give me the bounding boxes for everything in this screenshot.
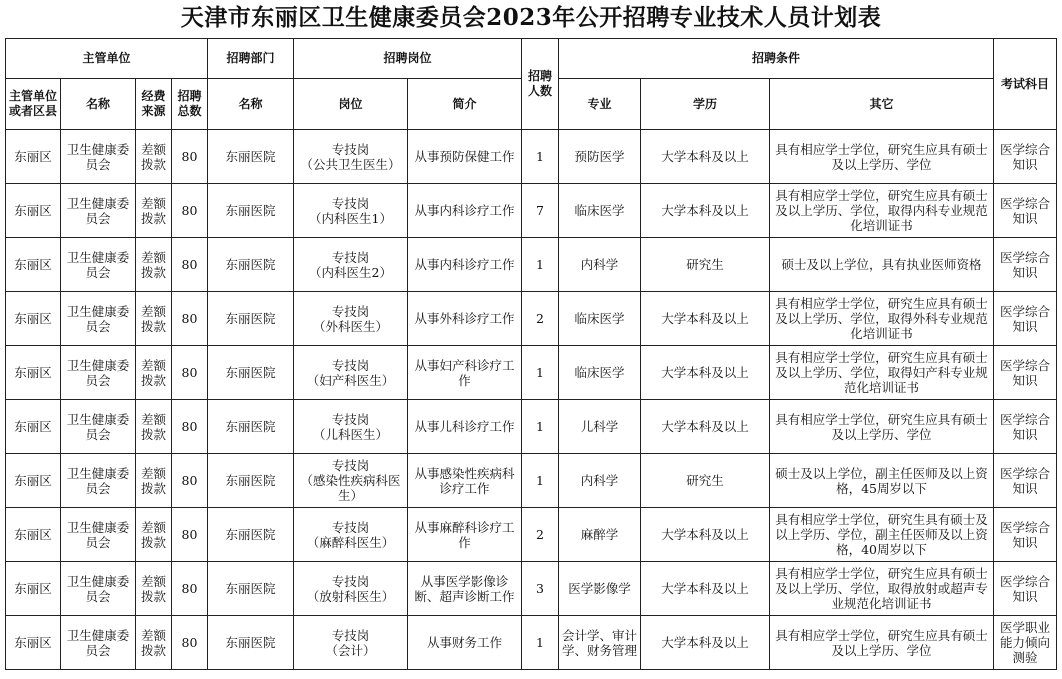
cell-total: 80 [172, 562, 208, 616]
cell-hire-count: 1 [522, 130, 559, 184]
table-row [6, 508, 1057, 562]
cell-total: 80 [172, 292, 208, 346]
cell-district: 东丽区 [6, 130, 61, 184]
cell-intro: 从事外科诊疗工作 [408, 292, 522, 346]
cell-district: 东丽区 [6, 400, 61, 454]
header-intro: 简介 [408, 79, 522, 130]
cell-unit-name: 卫生健康委员会 [61, 184, 136, 238]
cell-unit-name: 卫生健康委员会 [61, 238, 136, 292]
cell-funding: 差额拨款 [136, 508, 172, 562]
cell-post: 专技岗 （放射科医生） [294, 562, 408, 616]
cell-major: 内科学 [559, 454, 641, 508]
cell-other: 具有相应学士学位，研究生具有硕士及以上学历、学位，副主任医师及以上资格，40周岁以下 [770, 508, 994, 562]
cell-total: 80 [172, 400, 208, 454]
cell-post: 专技岗 （麻醉科医生） [294, 508, 408, 562]
cell-total: 80 [172, 454, 208, 508]
cell-dept: 东丽医院 [208, 292, 294, 346]
cell-dept: 东丽医院 [208, 184, 294, 238]
cell-education: 大学本科及以上 [641, 562, 770, 616]
cell-education: 研究生 [641, 238, 770, 292]
recruitment-plan-table [5, 38, 1057, 670]
header-dept-group: 招聘部门 [208, 39, 294, 79]
table-row [6, 184, 1057, 238]
cell-funding: 差额拨款 [136, 346, 172, 400]
cell-post: 专技岗 （会计） [294, 616, 408, 670]
cell-other: 具有相应学士学位，研究生应具有硕士及以上学历、学位 [770, 400, 994, 454]
cell-total: 80 [172, 508, 208, 562]
cell-hire-count: 1 [522, 454, 559, 508]
cell-total: 80 [172, 346, 208, 400]
cell-major: 预防医学 [559, 130, 641, 184]
cell-funding: 差额拨款 [136, 616, 172, 670]
cell-district: 东丽区 [6, 508, 61, 562]
cell-intro: 从事内科诊疗工作 [408, 184, 522, 238]
cell-hire-count: 7 [522, 184, 559, 238]
cell-funding: 差额拨款 [136, 400, 172, 454]
cell-exam: 医学综合知识 [994, 184, 1057, 238]
cell-unit-name: 卫生健康委员会 [61, 346, 136, 400]
cell-other: 具有相应学士学位，研究生应具有硕士及以上学历、学位 [770, 616, 994, 670]
cell-district: 东丽区 [6, 292, 61, 346]
cell-education: 大学本科及以上 [641, 400, 770, 454]
cell-major: 临床医学 [559, 292, 641, 346]
cell-intro: 从事儿科诊疗工作 [408, 400, 522, 454]
cell-hire-count: 3 [522, 562, 559, 616]
cell-post: 专技岗 （外科医生） [294, 292, 408, 346]
cell-intro: 从事财务工作 [408, 616, 522, 670]
cell-post: 专技岗 （妇产科医生） [294, 346, 408, 400]
header-conditions-group: 招聘条件 [559, 39, 994, 79]
table-row [6, 616, 1057, 670]
cell-exam: 医学综合知识 [994, 562, 1057, 616]
header-total: 招聘总数 [172, 79, 208, 130]
cell-exam: 医学职业能力倾向测验 [994, 616, 1057, 670]
cell-other: 具有相应学士学位，研究生应具有硕士及以上学历、学位 [770, 130, 994, 184]
header-unit-name: 名称 [61, 79, 136, 130]
table-row [6, 562, 1057, 616]
table-row [6, 400, 1057, 454]
cell-post: 专技岗 （公共卫生医生） [294, 130, 408, 184]
cell-major: 临床医学 [559, 346, 641, 400]
cell-district: 东丽区 [6, 184, 61, 238]
cell-funding: 差额拨款 [136, 130, 172, 184]
table-row [6, 292, 1057, 346]
cell-other: 硕士及以上学位，具有执业医师资格 [770, 238, 994, 292]
cell-hire-count: 1 [522, 400, 559, 454]
cell-exam: 医学综合知识 [994, 400, 1057, 454]
cell-dept: 东丽医院 [208, 130, 294, 184]
cell-post: 专技岗 （感染性疾病科医生） [294, 454, 408, 508]
cell-education: 研究生 [641, 454, 770, 508]
cell-unit-name: 卫生健康委员会 [61, 454, 136, 508]
cell-intro: 从事内科诊疗工作 [408, 238, 522, 292]
cell-major: 内科学 [559, 238, 641, 292]
cell-funding: 差额拨款 [136, 454, 172, 508]
cell-other: 具有相应学士学位，研究生应具有硕士及以上学历、学位，取得妇产科专业规范化培训证书 [770, 346, 994, 400]
cell-education: 大学本科及以上 [641, 508, 770, 562]
cell-hire-count: 2 [522, 292, 559, 346]
cell-total: 80 [172, 616, 208, 670]
header-district: 主管单位或者区县 [6, 79, 61, 130]
cell-hire-count: 1 [522, 346, 559, 400]
cell-funding: 差额拨款 [136, 184, 172, 238]
cell-funding: 差额拨款 [136, 562, 172, 616]
table-row [6, 238, 1057, 292]
cell-unit-name: 卫生健康委员会 [61, 616, 136, 670]
cell-major: 麻醉学 [559, 508, 641, 562]
cell-post: 专技岗 （儿科医生） [294, 400, 408, 454]
cell-district: 东丽区 [6, 346, 61, 400]
cell-unit-name: 卫生健康委员会 [61, 508, 136, 562]
cell-post: 专技岗 （内科医生1） [294, 184, 408, 238]
table-row [6, 454, 1057, 508]
cell-intro: 从事医学影像诊断、超声诊断工作 [408, 562, 522, 616]
header-post-group: 招聘岗位 [294, 39, 522, 79]
cell-total: 80 [172, 238, 208, 292]
cell-district: 东丽区 [6, 616, 61, 670]
cell-unit-name: 卫生健康委员会 [61, 292, 136, 346]
cell-other: 硕士及以上学位，副主任医师及以上资格，45周岁以下 [770, 454, 994, 508]
cell-education: 大学本科及以上 [641, 184, 770, 238]
cell-total: 80 [172, 130, 208, 184]
header-major: 专业 [559, 79, 641, 130]
cell-exam: 医学综合知识 [994, 292, 1057, 346]
header-exam: 考试科目 [994, 39, 1057, 130]
cell-exam: 医学综合知识 [994, 508, 1057, 562]
cell-dept: 东丽医院 [208, 508, 294, 562]
cell-education: 大学本科及以上 [641, 346, 770, 400]
table-body [6, 130, 1057, 670]
cell-funding: 差额拨款 [136, 292, 172, 346]
cell-district: 东丽区 [6, 562, 61, 616]
cell-dept: 东丽医院 [208, 400, 294, 454]
cell-dept: 东丽医院 [208, 346, 294, 400]
cell-exam: 医学综合知识 [994, 454, 1057, 508]
cell-other: 具有相应学士学位，研究生应具有硕士及以上学历、学位，取得内科专业规范化培训证书 [770, 184, 994, 238]
cell-intro: 从事感染性疾病科诊疗工作 [408, 454, 522, 508]
cell-other: 具有相应学士学位，研究生应具有硕士及以上学历、学位，取得放射或超声专业规范化培训证书 [770, 562, 994, 616]
header-unit-group: 主管单位 [6, 39, 208, 79]
cell-hire-count: 2 [522, 508, 559, 562]
header-post: 岗位 [294, 79, 408, 130]
cell-education: 大学本科及以上 [641, 130, 770, 184]
cell-funding: 差额拨款 [136, 238, 172, 292]
cell-education: 大学本科及以上 [641, 292, 770, 346]
table-row [6, 346, 1057, 400]
header-education: 学历 [641, 79, 770, 130]
header-dept-name: 名称 [208, 79, 294, 130]
header-other: 其它 [770, 79, 994, 130]
header-row-group [6, 39, 1057, 79]
cell-post: 专技岗 （内科医生2） [294, 238, 408, 292]
page-title: 天津市东丽区卫生健康委员会2023年公开招聘专业技术人员计划表 [180, 4, 882, 31]
cell-unit-name: 卫生健康委员会 [61, 130, 136, 184]
cell-major: 临床医学 [559, 184, 641, 238]
cell-unit-name: 卫生健康委员会 [61, 400, 136, 454]
cell-major: 会计学、审计学、财务管理 [559, 616, 641, 670]
header-funding: 经费来源 [136, 79, 172, 130]
cell-intro: 从事麻醉科诊疗工作 [408, 508, 522, 562]
cell-intro: 从事预防保健工作 [408, 130, 522, 184]
table-row [6, 130, 1057, 184]
cell-district: 东丽区 [6, 454, 61, 508]
cell-dept: 东丽医院 [208, 562, 294, 616]
cell-exam: 医学综合知识 [994, 130, 1057, 184]
cell-dept: 东丽医院 [208, 238, 294, 292]
cell-total: 80 [172, 184, 208, 238]
header-hire-count: 招聘人数 [522, 39, 559, 130]
cell-major: 儿科学 [559, 400, 641, 454]
cell-dept: 东丽医院 [208, 454, 294, 508]
cell-intro: 从事妇产科诊疗工作 [408, 346, 522, 400]
cell-education: 大学本科及以上 [641, 616, 770, 670]
cell-unit-name: 卫生健康委员会 [61, 562, 136, 616]
cell-major: 医学影像学 [559, 562, 641, 616]
cell-hire-count: 1 [522, 616, 559, 670]
cell-dept: 东丽医院 [208, 616, 294, 670]
cell-exam: 医学综合知识 [994, 238, 1057, 292]
cell-hire-count: 1 [522, 238, 559, 292]
cell-district: 东丽区 [6, 238, 61, 292]
cell-exam: 医学综合知识 [994, 346, 1057, 400]
cell-other: 具有相应学士学位，研究生应具有硕士及以上学历、学位，取得外科专业规范化培训证书 [770, 292, 994, 346]
